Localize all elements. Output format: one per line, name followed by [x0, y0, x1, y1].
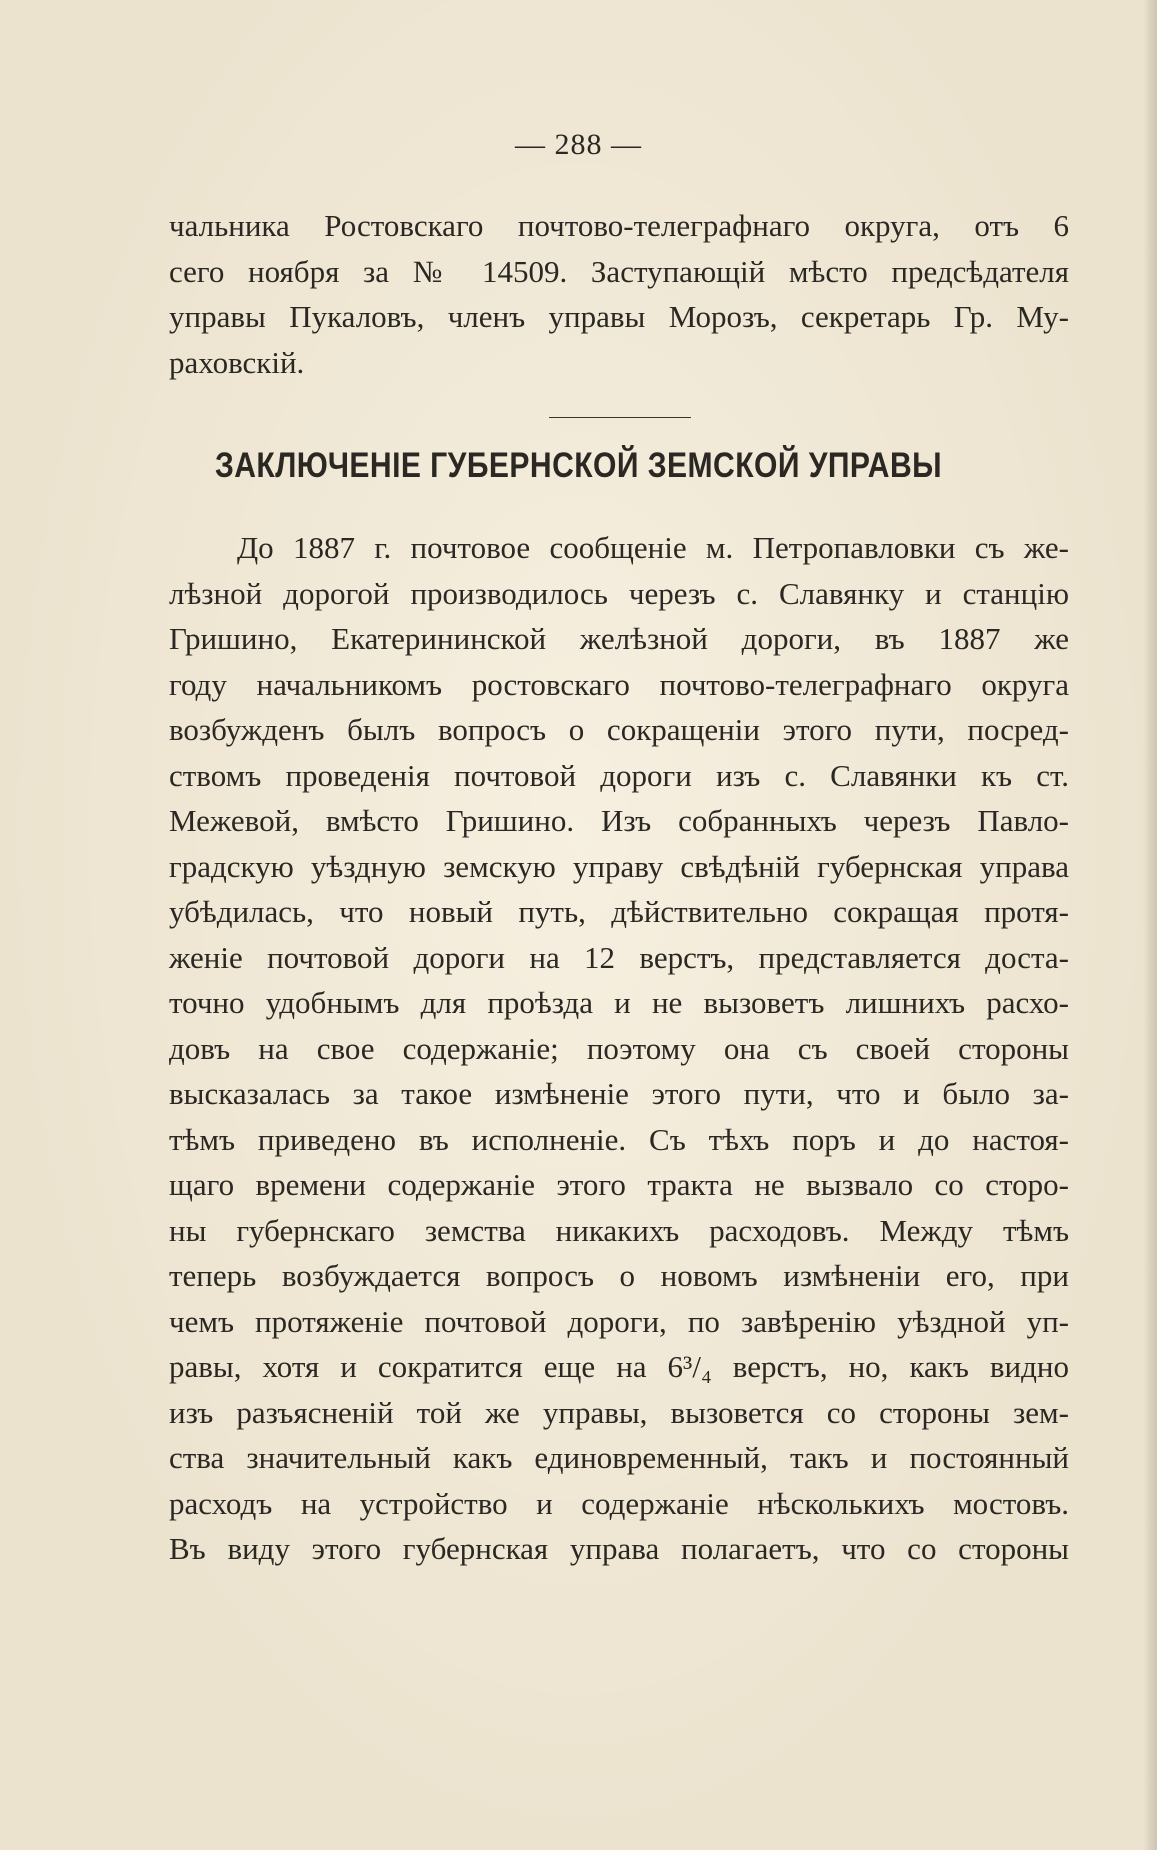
text-line: теперь возбуждается вопросъ о новомъ измѣненіи его, при [169, 1258, 1069, 1293]
text-line: лѣзной дорогой производилось черезъ с. Славянку и станцію [169, 575, 1069, 611]
text-line: управы Пукаловъ, членъ управы Морозъ, секретарь Гр. Му- [169, 299, 1069, 334]
text-line: женіе почтовой дороги на 12 верстъ, представляется доста- [169, 939, 1069, 975]
page-edge-shadow [1143, 0, 1157, 1850]
text-line: высказалась за такое измѣненіе этого пути, что и было за- [169, 1076, 1069, 1111]
text-line: До 1887 г. почтовое сообщеніе м. Петропавловки съ же- [237, 530, 1069, 565]
text-line: году начальникомъ ростовскаго почтово-телеграфнаго округа [169, 666, 1069, 702]
text-line: сего ноября за № 14509. Заступающій мѣсто предсѣдателя [169, 253, 1069, 289]
text-line: щаго времени содержаніе этого тракта не вызвало со сторо- [169, 1167, 1069, 1202]
section-body [169, 525, 1069, 1572]
section-heading: ЗАКЛЮЧЕНІЕ ГУБЕРНСКОЙ ЗЕМСКОЙ УПРАВЫ [214, 446, 943, 485]
text-line: раховскій. [169, 344, 305, 380]
text-line: равы, хотя и сократится еще на 6³/₄ верстъ, но, какъ видно [169, 1349, 1069, 1384]
text-line: градскую уѣздную земскую управу свѣдѣній губернская управа [169, 848, 1069, 884]
text-line: ны губернскаго земства никакихъ расходовъ. Между тѣмъ [169, 1212, 1069, 1248]
text-line: ства значительный какъ единовременный, такъ и постоянный [169, 1440, 1069, 1475]
section-divider [549, 417, 691, 418]
text-line: Въ виду этого губернская управа полагаетъ, что со стороны [169, 1531, 1069, 1566]
text-line: возбужденъ былъ вопросъ о сокращеніи этого пути, посред- [169, 712, 1069, 747]
text-line: убѣдилась, что новый путь, дѣйствительно сокращая протя- [169, 894, 1069, 929]
text-line: чемъ протяженіе почтовой дороги, по завѣренію уѣздной уп- [169, 1303, 1069, 1339]
text-line: расходъ на устройство и содержаніе нѣсколькихъ мостовъ. [169, 1485, 1069, 1521]
text-line: чальника Ростовскаго почтово-телеграфнаго округа, отъ 6 [169, 208, 1069, 243]
page-number: — 288 — [515, 128, 642, 161]
text-line: Межевой, вмѣсто Гришино. Изъ собранныхъ черезъ Павло- [169, 803, 1069, 838]
intro-paragraph [169, 203, 1069, 385]
text-line: Гришино, Екатерининской желѣзной дороги, въ 1887 же [169, 621, 1069, 656]
text-line: изъ разъясненій той же управы, вызовется со стороны зем- [169, 1394, 1069, 1430]
text-line: довъ на свое содержаніе; поэтому она съ своей стороны [169, 1030, 1069, 1066]
text-line: точно удобнымъ для проѣзда и не вызоветъ лишнихъ расхо- [169, 985, 1069, 1020]
text-line: тѣмъ приведено въ исполненіе. Съ тѣхъ поръ и до настоя- [169, 1121, 1069, 1157]
text-line: ствомъ проведенія почтовой дороги изъ с. Славянки къ ст. [169, 757, 1069, 793]
